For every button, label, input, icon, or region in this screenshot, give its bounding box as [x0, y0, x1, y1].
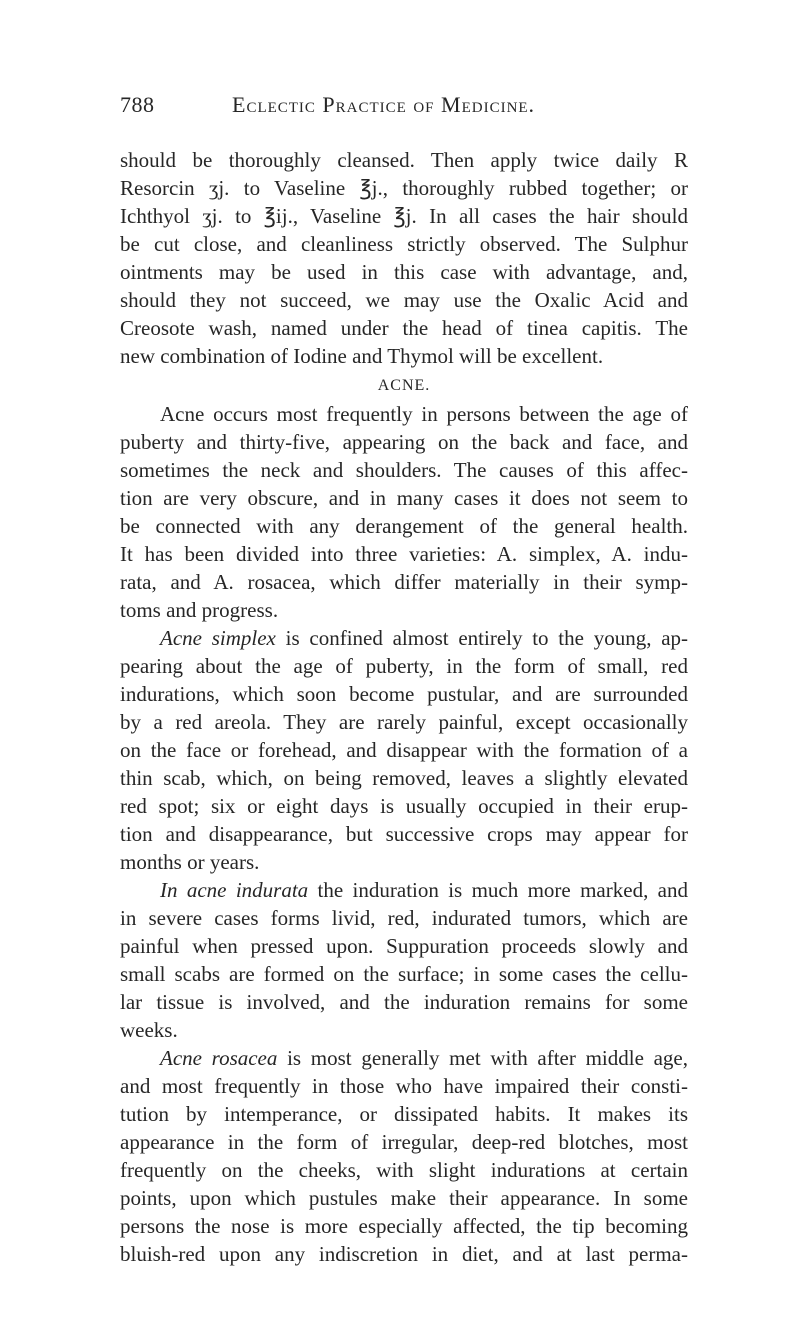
line-text: the induration is much more marked, and: [317, 878, 688, 902]
text-line: toms and progress.: [120, 598, 279, 622]
text-line: tion and disappearance, but successive crops may appear for: [120, 822, 688, 846]
text-line: red spot; six or eight days is usually occupied in their erup-: [120, 794, 688, 818]
text-line: months or years.: [120, 850, 260, 874]
text-line: tution by intemperance, or dissipated habits. It makes its: [120, 1102, 688, 1126]
text-line: should be thoroughly cleansed. Then apply twice daily R: [120, 148, 688, 172]
text-line: small scabs are formed on the surface; in some cases the cellu-: [120, 962, 688, 986]
section-heading: ACNE.: [377, 377, 431, 394]
text-line: Ichthyol ʒj. to ℥ij., Vaseline ℥j. In all cases the hair should: [120, 204, 688, 228]
body-text: [120, 146, 688, 1268]
text-line: persons the nose is more especially affected, the tip becoming: [120, 1214, 688, 1238]
text-line: be cut close, and cleanliness strictly observed. The Sulphur: [120, 232, 688, 256]
text-line: painful when pressed upon. Suppuration proceeds slowly and: [120, 934, 688, 958]
text-line: tion are very obscure, and in many cases it does not seem to: [120, 486, 688, 510]
text-line: lar tissue is involved, and the induration remains for some: [120, 990, 688, 1014]
page-number: 788: [120, 92, 155, 117]
text-line: thin scab, which, on being removed, leaves a slightly elevated: [120, 766, 688, 790]
text-line: by a red areola. They are rarely painful, except occasionally: [120, 710, 688, 734]
line-text: is confined almost entirely to the young, ap-: [285, 626, 689, 650]
text-line: in severe cases forms livid, red, indurated tumors, which are: [120, 906, 688, 930]
text-line: puberty and thirty-five, appearing on the back and face, and: [120, 430, 688, 454]
text-line: weeks.: [120, 1018, 178, 1042]
text-line: [120, 876, 688, 904]
text-line: should they not succeed, we may use the Oxalic Acid and: [120, 288, 688, 312]
text-line: pearing about the age of puberty, in the form of small, red: [120, 654, 688, 678]
text-line: be connected with any derangement of the general health.: [120, 514, 688, 538]
text-line: and most frequently in those who have impaired their consti-: [120, 1074, 688, 1098]
line-text: is most generally met with after middle age,: [287, 1046, 688, 1070]
text-line: new combination of Iodine and Thymol will be excellent.: [120, 344, 604, 368]
text-line: appearance in the form of irregular, deep-red blotches, most: [120, 1130, 688, 1154]
text-line: Acne occurs most frequently in persons between the age of: [160, 402, 688, 426]
text-line: points, upon which pustules make their appearance. In some: [120, 1186, 688, 1210]
running-title: Eclectic Practice of Medicine.: [232, 92, 536, 117]
text-line: Creosote wash, named under the head of tinea capitis. The: [120, 316, 688, 340]
text-line: sometimes the neck and shoulders. The causes of this affec-: [120, 458, 688, 482]
page-header: [120, 92, 680, 122]
term-label: Acne simplex: [160, 626, 276, 650]
text-line: It has been divided into three varieties: A. simplex, A. indu-: [120, 542, 688, 566]
text-line: on the face or forehead, and disappear with the formation of a: [120, 738, 688, 762]
text-line: indurations, which soon become pustular, and are surrounded: [120, 682, 688, 706]
term-label: In acne indurata: [160, 878, 309, 902]
text-line: bluish-red upon any indiscretion in diet, and at last perma-: [120, 1242, 688, 1266]
text-line: [120, 1044, 688, 1072]
term-label: Acne rosacea: [160, 1046, 278, 1070]
text-line: ointments may be used in this case with advantage, and,: [120, 260, 688, 284]
text-line: Resorcin ʒj. to Vaseline ℥j., thoroughly rubbed together; or: [120, 176, 688, 200]
text-line: [120, 624, 688, 652]
text-line: frequently on the cheeks, with slight indurations at certain: [120, 1158, 688, 1182]
text-line: rata, and A. rosacea, which differ materially in their symp-: [120, 570, 688, 594]
